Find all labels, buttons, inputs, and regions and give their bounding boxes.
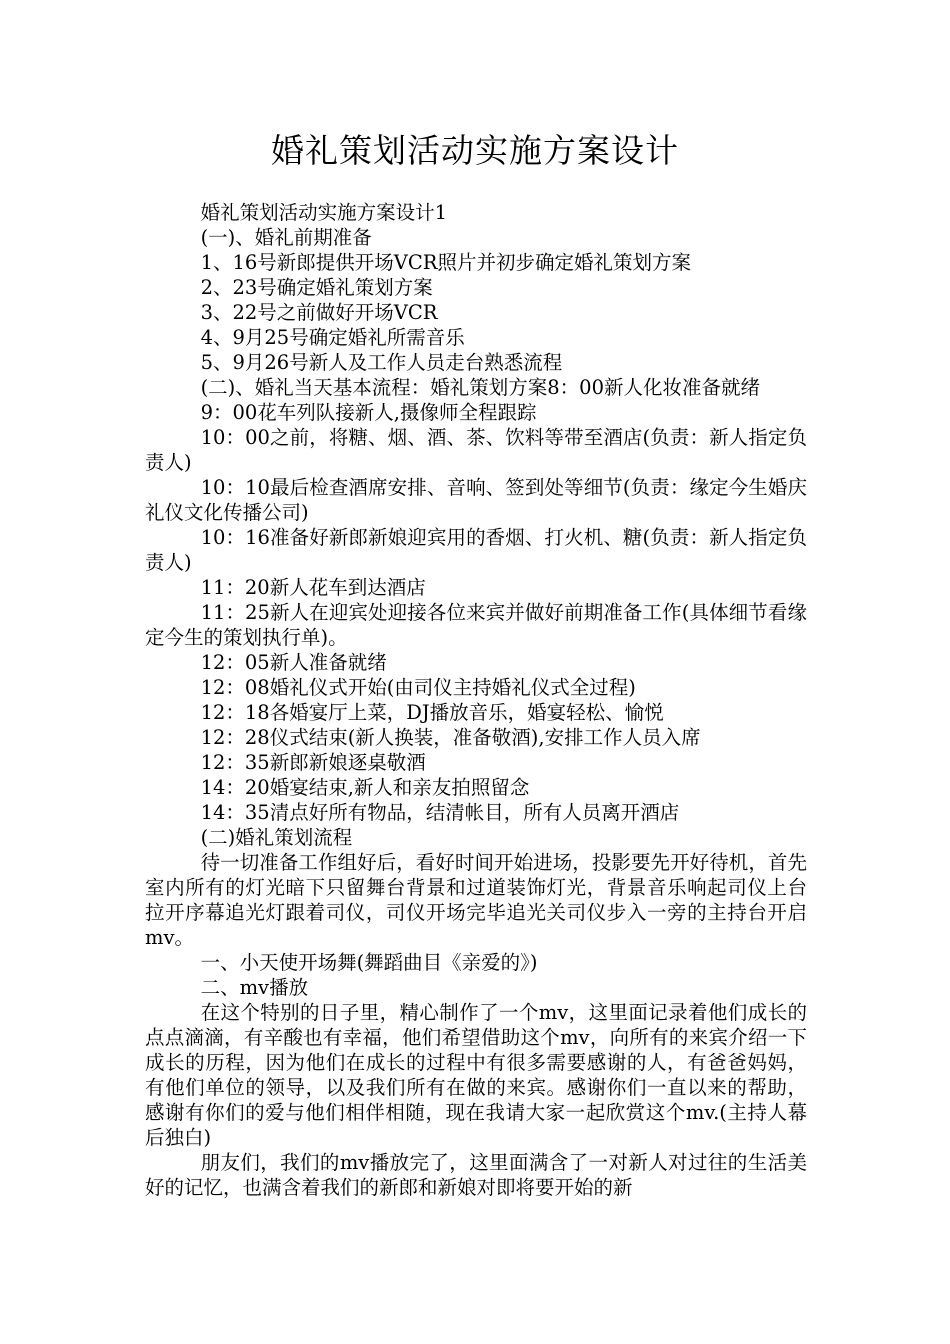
section-heading: (二)、婚礼当天基本流程：婚礼策划方案8：00新人化妆准备就绪 — [200, 376, 760, 399]
paragraph: 朋友们，我们的mv播放完了，这里面满含了一对新人对过往的生活美好的记忆，也满含着我们的新郎和新娘对即将要开始的新 — [145, 1151, 807, 1199]
paragraph: 婚礼策划活动实施方案设计1 — [200, 201, 447, 224]
section-heading: (一)、婚礼前期准备 — [200, 226, 372, 249]
section-heading: (二)婚礼策划流程 — [200, 826, 353, 849]
schedule-item: 14：20婚宴结束,新人和亲友拍照留念 — [200, 776, 530, 799]
schedule-item: 10：16准备好新郎新娘迎宾用的香烟、打火机、糖(负责：新人指定负责人) — [145, 526, 807, 574]
schedule-item: 9：00花车列队接新人,摄像师全程跟踪 — [200, 401, 537, 424]
schedule-item: 12：35新郎新娘逐桌敬酒 — [200, 751, 426, 774]
list-item: 3、22号之前做好开场VCR — [200, 301, 438, 324]
list-item: 2、23号确定婚礼策划方案 — [200, 276, 433, 299]
schedule-item: 12：08婚礼仪式开始(由司仪主持婚礼仪式全过程) — [200, 676, 636, 699]
schedule-item: 10：10最后检查酒席安排、音响、签到处等细节(负责：缘定今生婚庆礼仪文化传播公司) — [145, 476, 807, 524]
document-title: 婚礼策划活动实施方案设计 — [271, 131, 679, 170]
schedule-item: 10：00之前，将糖、烟、酒、茶、饮料等带至酒店(负责：新人指定负责人) — [145, 426, 807, 474]
schedule-item: 11：25新人在迎宾处迎接各位来宾并做好前期准备工作(具体细节看缘定今生的策划执行单)。 — [145, 601, 807, 649]
schedule-item: 12：18各婚宴厅上菜，DJ播放音乐，婚宴轻松、愉悦 — [200, 701, 664, 724]
schedule-item: 11：20新人花车到达酒店 — [200, 576, 426, 599]
schedule-item: 14：35清点好所有物品，结清帐目，所有人员离开酒店 — [200, 801, 680, 824]
list-item: 5、9月26号新人及工作人员走台熟悉流程 — [200, 351, 563, 374]
document-body — [145, 200, 807, 1200]
paragraph: 待一切准备工作组好后，看好时间开始进场，投影要先开好待机，首先室内所有的灯光暗下只留舞台背景和过道装饰灯光，背景音乐响起司仪上台拉开序幕追光灯跟着司仪，司仪开场完毕追光关司仪步入一旁的主持台开启mv。 — [145, 851, 807, 949]
schedule-item: 12：28仪式结束(新人换装，准备敬酒),安排工作人员入席 — [200, 726, 701, 749]
schedule-item: 12：05新人准备就绪 — [200, 651, 387, 674]
list-item: 4、9月25号确定婚礼所需音乐 — [200, 326, 465, 349]
list-item: 1、16号新郎提供开场VCR照片并初步确定婚礼策划方案 — [200, 251, 691, 274]
paragraph: 在这个特别的日子里，精心制作了一个mv，这里面记录着他们成长的点点滴滴，有辛酸也有幸福，他们希望借助这个mv，向所有的来宾介绍一下成长的历程，因为他们在成长的过程中有很多需要感谢的人，有爸爸妈妈，有他们单位的领导，以及我们所有在做的来宾。感谢你们一直以来的帮助，感谢有你们的爱与他们相伴相随，现在我请大家一起欣赏这个mv.(主持人幕后独白) — [145, 1001, 807, 1149]
list-item: 一、小天使开场舞(舞蹈曲目《亲爱的》) — [200, 951, 538, 974]
list-item: 二、mv播放 — [200, 976, 309, 999]
